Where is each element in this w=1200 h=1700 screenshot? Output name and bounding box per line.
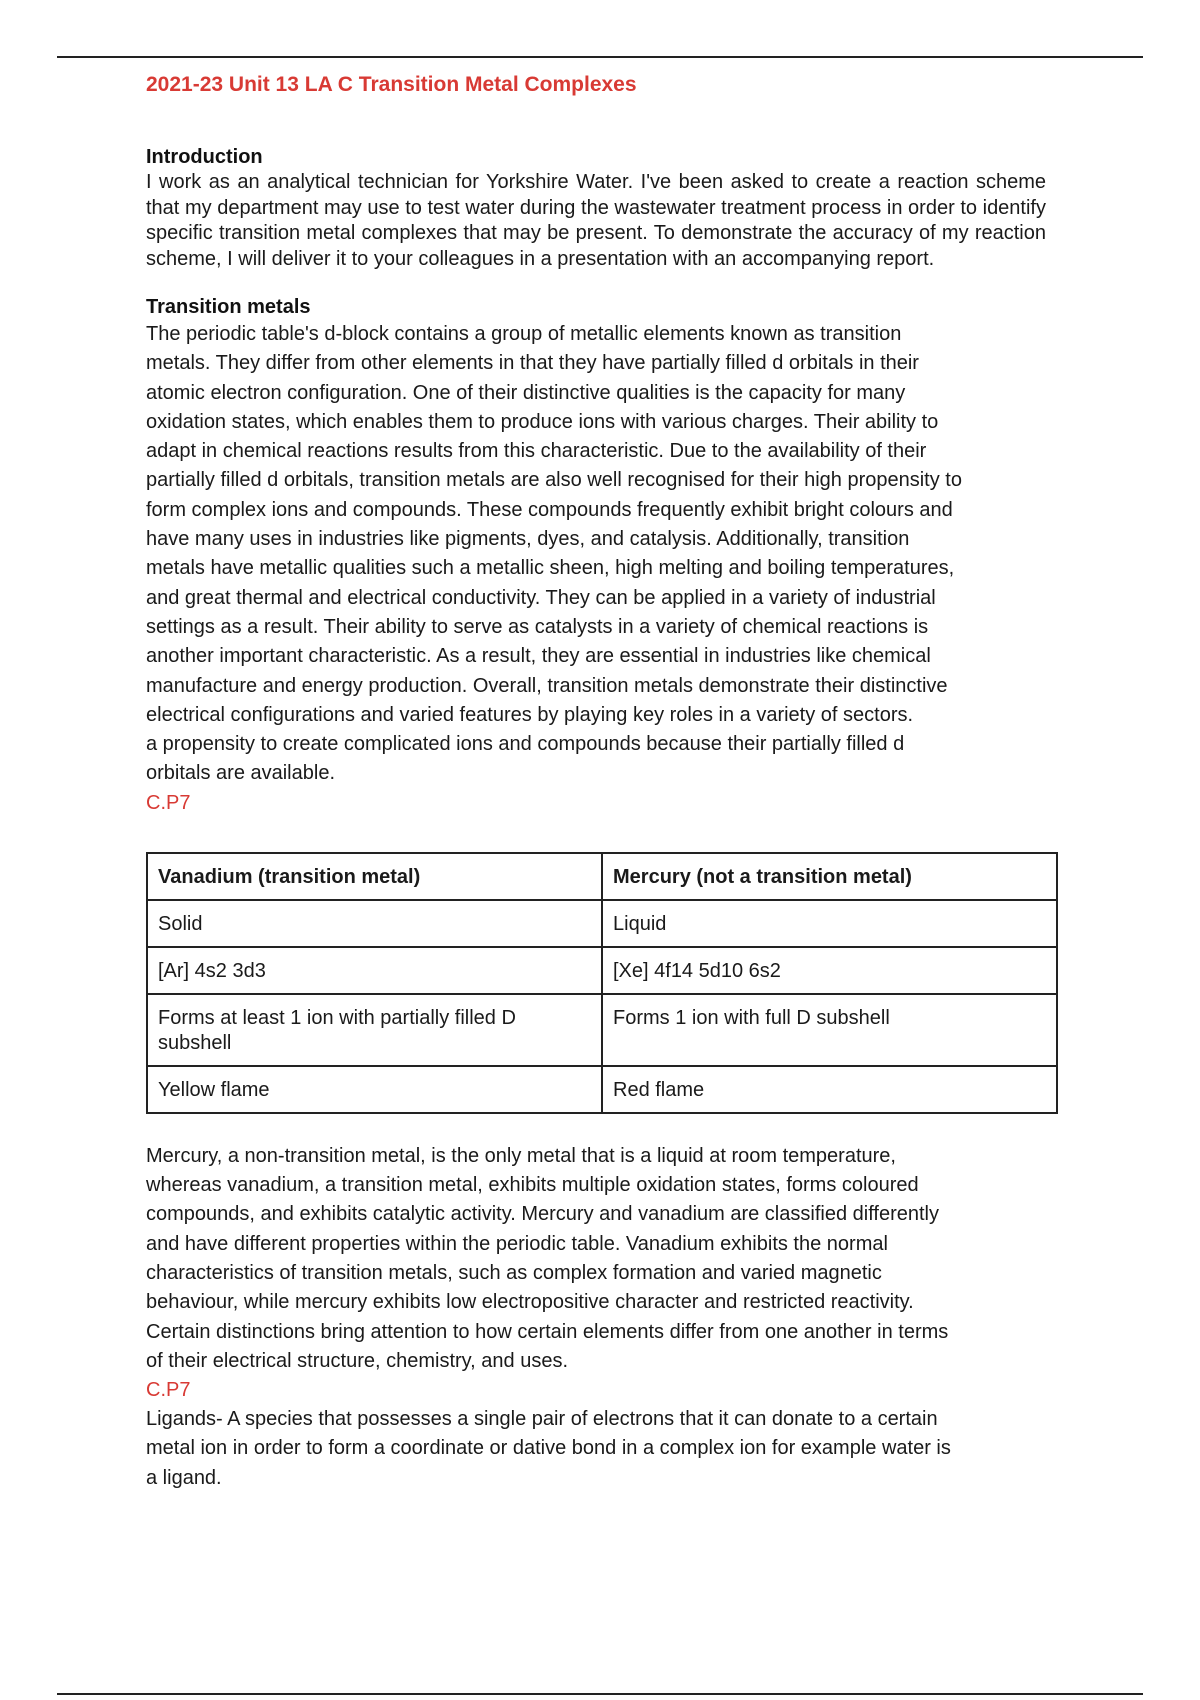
table-cell: [Xe] 4f14 5d10 6s2	[602, 947, 1057, 994]
column-header-vanadium: Vanadium (transition metal)	[147, 853, 602, 900]
text-line: behaviour, while mercury exhibits low electropositive character and restricted reactivity.	[146, 1291, 914, 1314]
table-row	[147, 1066, 1057, 1113]
text-line: a propensity to create complicated ions and compounds because their partially filled d	[146, 733, 905, 756]
text-line: whereas vanadium, a transition metal, exhibits multiple oxidation states, forms coloured	[146, 1174, 919, 1197]
table-cell: [Ar] 4s2 3d3	[147, 947, 602, 994]
document-body	[146, 70, 1046, 1493]
text-line: form complex ions and compounds. These compounds frequently exhibit bright colours and	[146, 498, 953, 521]
text-line: The periodic table's d-block contains a group of metallic elements known as transition	[146, 323, 902, 345]
table-cell: Liquid	[602, 900, 1057, 947]
text-line: characteristics of transition metals, such as complex formation and varied magnetic	[146, 1261, 882, 1284]
text-line: and have different properties within the periodic table. Vanadium exhibits the normal	[146, 1232, 888, 1255]
comparison-table	[146, 852, 1058, 1114]
document-title: 2021-23 Unit 13 LA C Transition Metal Complexes	[146, 73, 637, 96]
text-line: partially filled d orbitals, transition metals are also well recognised for their high propensity to	[146, 469, 962, 492]
text-line: metals have metallic qualities such a metallic sheen, high melting and boiling temperatures,	[146, 557, 955, 580]
ligands-definition	[146, 1405, 1046, 1493]
table-cell: Forms 1 ion with full D subshell	[602, 994, 1057, 1066]
table-row	[147, 947, 1057, 994]
bottom-rule	[57, 1693, 1143, 1695]
table-row	[147, 900, 1057, 947]
transition-metals-heading: Transition metals	[146, 296, 311, 318]
text-line: Mercury, a non-transition metal, is the only metal that is a liquid at room temperature,	[146, 1144, 896, 1167]
text-line: compounds, and exhibits catalytic activity. Mercury and vanadium are classified differently	[146, 1203, 939, 1226]
text-line: adapt in chemical reactions results from this characteristic. Due to the availability of their	[146, 440, 927, 463]
table-cell: Red flame	[602, 1066, 1057, 1113]
text-line: and great thermal and electrical conductivity. They can be applied in a variety of industrial	[146, 586, 936, 609]
introduction-text: I work as an analytical technician for Yorkshire Water. I've been asked to create a reaction scheme that my department may use to test water during the wastewater treatment process in order to identify specific transition metal complexes that may be present. To demonstrate the accuracy of my reaction scheme, I will deliver it to your colleagues in a presentation with an accompanying report.	[146, 171, 1046, 270]
text-line: Certain distinctions bring attention to how certain elements differ from one another in terms	[146, 1320, 949, 1343]
table-cell: Solid	[147, 900, 602, 947]
text-line: orbitals are available.	[146, 762, 335, 785]
text-line: metal ion in order to form a coordinate or dative bond in a complex ion for example water is	[146, 1437, 951, 1460]
text-line: settings as a result. Their ability to serve as catalysts in a variety of chemical reactions is	[146, 615, 929, 638]
column-header-mercury: Mercury (not a transition metal)	[602, 853, 1057, 900]
top-rule	[57, 56, 1143, 58]
table-cell: Yellow flame	[147, 1066, 602, 1113]
text-line: manufacture and energy production. Overall, transition metals demonstrate their distinctive	[146, 674, 948, 697]
text-line: a ligand.	[146, 1466, 222, 1489]
criteria-reference: C.P7	[146, 791, 191, 814]
text-line: another important characteristic. As a result, they are essential in industries like chemical	[146, 645, 931, 668]
introduction-heading: Introduction	[146, 146, 263, 168]
text-line: Ligands- A species that possesses a single pair of electrons that it can donate to a certain	[146, 1408, 938, 1431]
text-line: of their electrical structure, chemistry, and uses.	[146, 1349, 569, 1372]
table-row	[147, 994, 1057, 1066]
criteria-reference: C.P7	[146, 1379, 191, 1402]
text-line: electrical configurations and varied features by playing key roles in a variety of sectors.	[146, 703, 914, 726]
table-cell: Forms at least 1 ion with partially filled D subshell	[147, 994, 602, 1066]
text-line: metals. They differ from other elements in that they have partially filled d orbitals in their	[146, 352, 919, 375]
transition-metals-text	[146, 320, 1046, 789]
text-line: have many uses in industries like pigments, dyes, and catalysis. Additionally, transition	[146, 528, 910, 551]
text-line: oxidation states, which enables them to produce ions with various charges. Their ability to	[146, 410, 939, 433]
text-line: atomic electron configuration. One of their distinctive qualities is the capacity for many	[146, 381, 906, 404]
table-header-row	[147, 853, 1057, 900]
comparison-text	[146, 1142, 1046, 1376]
